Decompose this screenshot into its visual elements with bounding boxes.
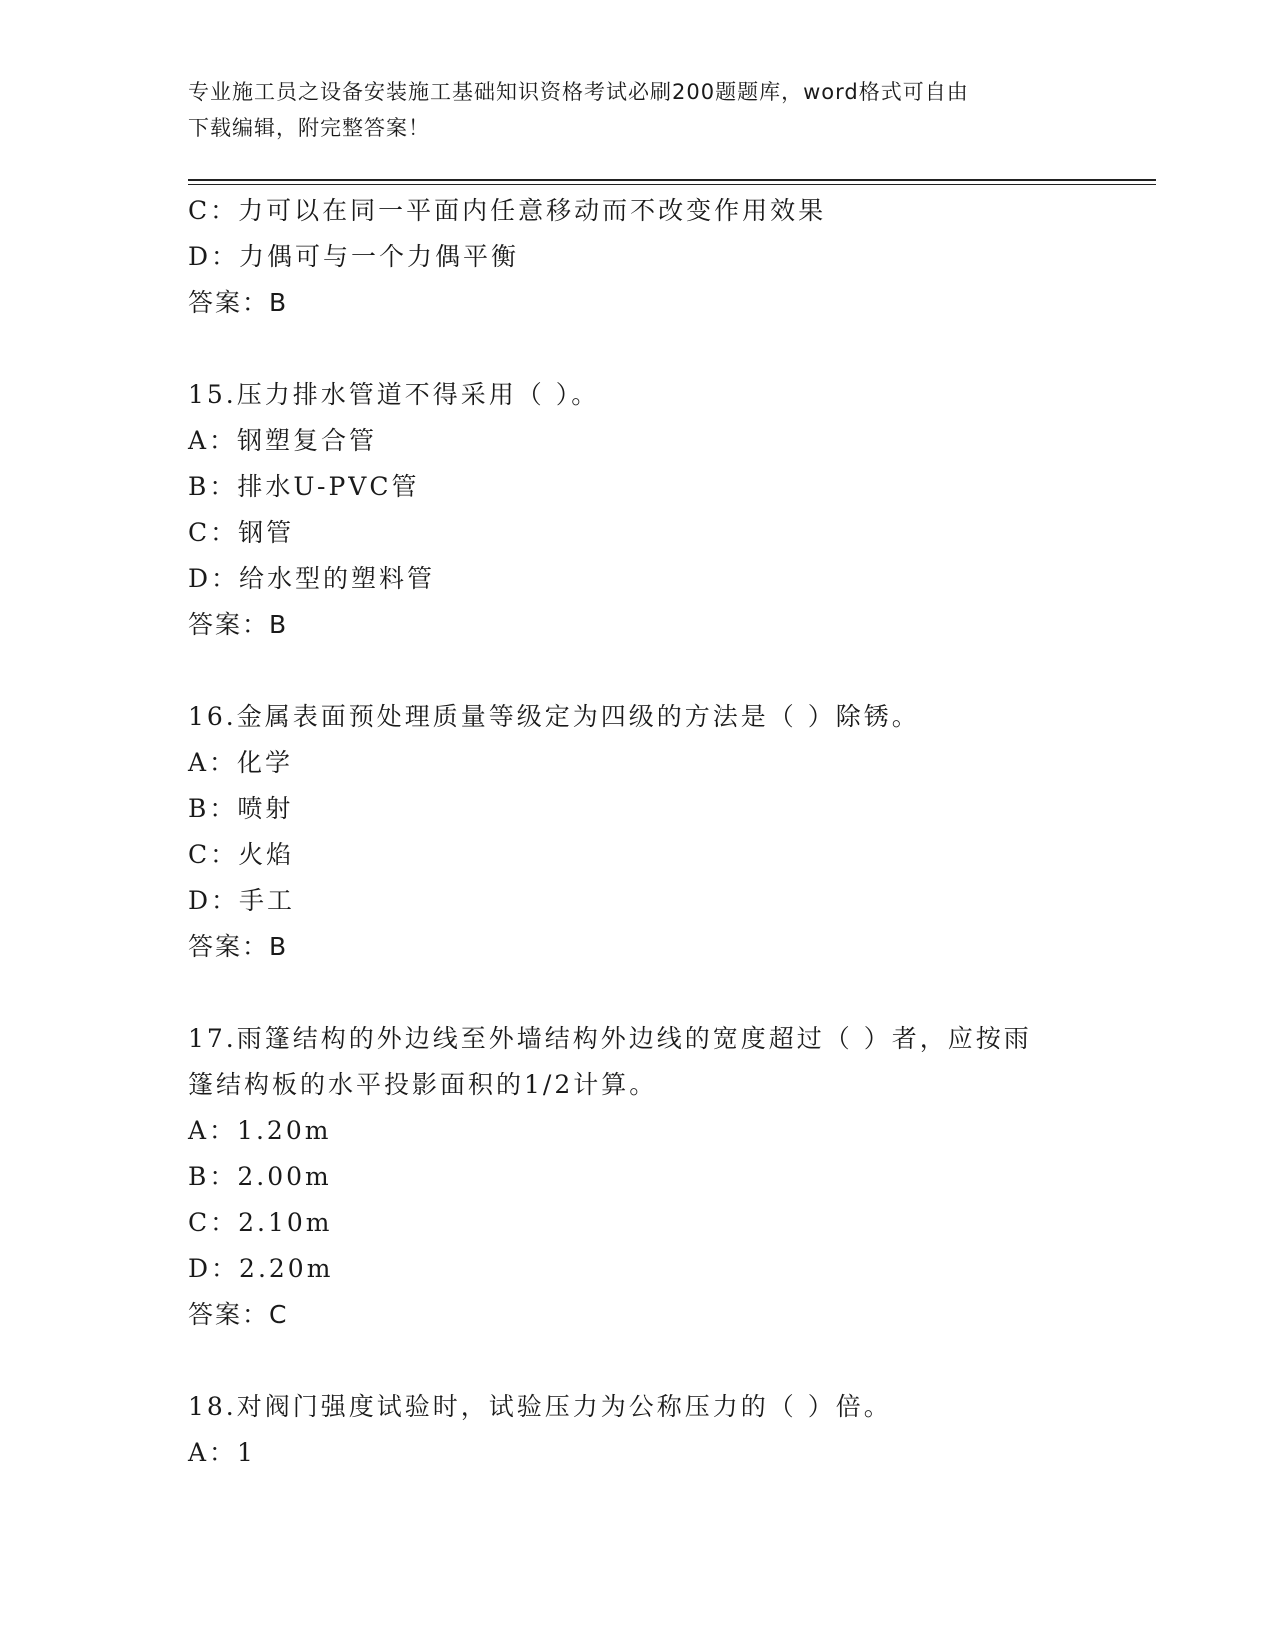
spacer: [188, 1338, 1088, 1384]
option-c: C：钢管: [188, 518, 295, 547]
option-b: B：2.00m: [188, 1162, 332, 1191]
question-stem: 18.对阀门强度试验时，试验压力为公称压力的（ ）倍。: [188, 1392, 892, 1421]
question-stem: 17.雨篷结构的外边线至外墙结构外边线的宽度超过（ ）者，应按雨: [188, 1024, 1032, 1053]
spacer: [188, 970, 1088, 1016]
option-c: C：火焰: [188, 840, 295, 869]
header-rule-thick: [188, 179, 1156, 181]
answer-line: 答案：B: [188, 288, 289, 317]
option-b: B：排水U-PVC管: [188, 472, 420, 501]
question-list: [188, 188, 1088, 1476]
answer-line: 答案：B: [188, 932, 289, 961]
question-stem: 16.金属表面预处理质量等级定为四级的方法是（ ）除锈。: [188, 702, 920, 731]
spacer: [188, 326, 1088, 372]
spacer: [188, 648, 1088, 694]
answer-line: 答案：C: [188, 1300, 289, 1329]
option-a: A：化学: [188, 748, 294, 777]
option-b: B：喷射: [188, 794, 294, 823]
question-stem: 15.压力排水管道不得采用（ ）。: [188, 380, 600, 409]
option-c: C：2.10m: [188, 1208, 333, 1237]
option-d: D：手工: [188, 886, 296, 915]
option-d: D：给水型的塑料管: [188, 564, 436, 593]
option-a: A：钢塑复合管: [188, 426, 378, 455]
header-rule-thin: [188, 184, 1156, 185]
document-header: [188, 74, 1088, 146]
header-title-line-1: 专业施工员之设备安装施工基础知识资格考试必刷200题题库，word格式可自由: [188, 80, 969, 104]
option-a: A：1.20m: [188, 1116, 332, 1145]
option-c: C：力可以在同一平面内任意移动而不改变作用效果: [188, 196, 827, 225]
header-title-line-2: 下载编辑，附完整答案！: [188, 116, 430, 140]
option-d: D：2.20m: [188, 1254, 334, 1283]
option-a: A：1: [188, 1438, 256, 1467]
answer-line: 答案：B: [188, 610, 289, 639]
question-stem-continued: 篷结构板的水平投影面积的1/2计算。: [188, 1070, 658, 1099]
option-d: D：力偶可与一个力偶平衡: [188, 242, 520, 271]
